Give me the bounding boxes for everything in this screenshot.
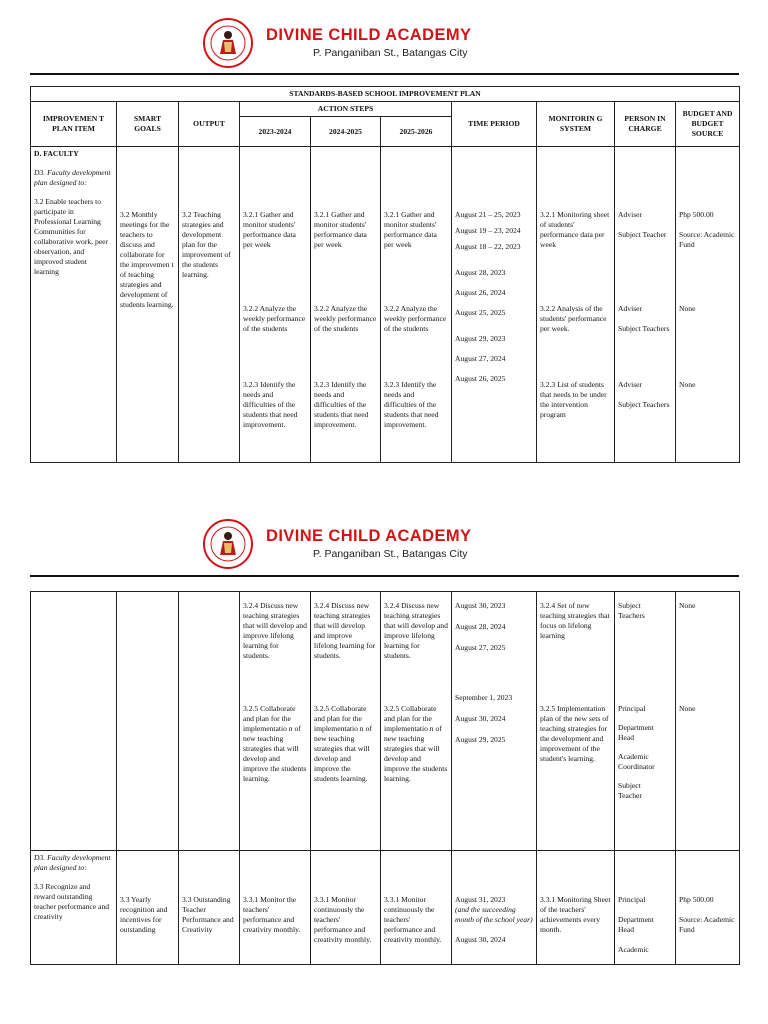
- header-item: IMPROVEMEN T PLAN ITEM: [31, 102, 117, 147]
- budget-cell: Php 500.00 Source: Academic Fund None None: [676, 147, 740, 463]
- monitoring-cell: 3.2.1 Monitoring sheet of students' performance data per week 3.2.2 Analysis of the students' performance per week. 3.2.3 List of students that needs to be under the intervention program: [537, 147, 615, 463]
- time-period-cell: August 21 – 25, 2023 August 19 – 23, 2024 August 18 – 22, 2023 August 28, 2023 August 26, 2024 August 25, 2025 August 29, 2023 August 27, 2024 August 26, 2025: [452, 147, 537, 463]
- improvement-plan-table-continued: [30, 591, 740, 965]
- header-year-2: 2024-2025: [311, 117, 381, 147]
- step-cell-y1: 3.2.1 Gather and monitor students' performance data per week 3.2.2 Analyze the weekly performance of the students 3.2.3 Identify the needs and difficulties of the students that need improvement.: [240, 147, 311, 463]
- header-monitoring: MONITORIN G SYSTEM: [537, 102, 615, 147]
- time-period-cell: August 30, 2023 August 28, 2024 August 27, 2025 September 1, 2023 August 30, 2024 August 29, 2025: [452, 592, 537, 851]
- person-cell: Subject Teachers Principal Department Head Academic Coordinator Subject Teacher: [615, 592, 676, 851]
- person-cell: Adviser Subject Teacher Adviser Subject Teachers Adviser Subject Teachers: [615, 147, 676, 463]
- plan-item-cell: [31, 592, 117, 851]
- item-intro: D3. Faculty development plan designed to:: [34, 168, 111, 188]
- school-address: P. Panganiban St., Batangas City: [313, 47, 468, 59]
- step-cell-y2: 3.2.1 Gather and monitor students' performance data per week 3.2.2 Analyze the weekly performance of the students 3.2.3 Identify the needs and difficulties of the students that need improvement.: [311, 147, 381, 463]
- header-budget: BUDGET AND BUDGET SOURCE: [676, 102, 740, 147]
- goal-cell: 3.3 Yearly recognition and incentives for outstanding: [117, 851, 179, 965]
- header-person: PERSON IN CHARGE: [615, 102, 676, 147]
- improvement-plan-table: [30, 86, 740, 463]
- plan-item-cell: D3. Faculty development plan designed to: 3.3 Recognize and reward outstanding teacher performance and creativity: [31, 851, 117, 965]
- table-row: [31, 147, 740, 463]
- section-label: D. FACULTY: [34, 149, 79, 159]
- monitoring-cell: 3.2.4 Set of new teaching strategies that focus on lifelong learning 3.2.5 Implementation plan of the new sets of teaching strategies for the development and improvement of the student's learning.: [537, 592, 615, 851]
- table-row: [31, 851, 740, 965]
- step-cell-y3: 3.2.1 Gather and monitor students' performance data per week 3.2.2 Analyze the weekly performance of the students 3.2.3 Identify the needs and difficulties of the students that need improvement.: [381, 147, 452, 463]
- step-cell-y3: 3.2.4 Discuss new teaching strategies that will develop and improve lifelong learning for students. 3.2.5 Collaborate and plan for the implementatio n of new teaching strategies that will develop and improve the students learning.: [381, 592, 452, 851]
- letterhead: [0, 18, 768, 78]
- plan-title: STANDARDS-BASED SCHOOL IMPROVEMENT PLAN: [31, 87, 740, 102]
- header-year-1: 2023-2024: [240, 117, 311, 147]
- budget-cell: Php 500.00 Source: Academic Fund: [676, 851, 740, 965]
- budget-cell: None None: [676, 592, 740, 851]
- school-seal-icon: [203, 18, 253, 68]
- goal-cell: [117, 592, 179, 851]
- output-cell: [179, 592, 240, 851]
- school-name: DIVINE CHILD ACADEMY: [266, 527, 472, 545]
- letterhead: [0, 519, 768, 579]
- header-rule: [30, 575, 739, 577]
- school-address: P. Panganiban St., Batangas City: [313, 548, 468, 560]
- step-cell-y2: 3.3.1 Monitor continuously the teachers' performance and creativity monthly.: [311, 851, 381, 965]
- item-text: 3.2 Enable teachers to participate in Professional Learning Communities for collaborative work, peer observation, and improved student learning: [34, 197, 109, 277]
- table-row: [31, 592, 740, 851]
- goal-cell: 3.2 Monthly meetings for the teachers to discuss and collaborate for the improvemen t of teaching strategies and development of students learning.: [117, 147, 179, 463]
- header-rule: [30, 73, 739, 75]
- step-cell-y1: 3.2.4 Discuss new teaching strategies that will develop and improve lifelong learning for students. 3.2.5 Collaborate and plan for the implementatio n of new teaching strategies that will develop and improve the students learning.: [240, 592, 311, 851]
- step-cell-y2: 3.2.4 Discuss new teaching strategies that will develop and improve lifelong learning for students. 3.2.5 Collaborate and plan for the implementatio n of new teaching strategies that will develop and improve the students learning.: [311, 592, 381, 851]
- header-output: OUTPUT: [179, 102, 240, 147]
- output-cell: 3.2 Teaching strategies and development plan for the improvement of the students learning.: [179, 147, 240, 463]
- step-cell-y3: 3.3.1 Monitor continuously the teachers' performance and creativity monthly.: [381, 851, 452, 965]
- plan-item-cell: [31, 147, 117, 463]
- step-cell-y1: 3.3.1 Monitor the teachers' performance and creativity monthly.: [240, 851, 311, 965]
- header-goals: SMART GOALS: [117, 102, 179, 147]
- header-time-period: TIME PERIOD: [452, 102, 537, 147]
- school-seal-icon: [203, 519, 253, 569]
- output-cell: 3.3 Outstanding Teacher Performance and Creativity: [179, 851, 240, 965]
- header-action-steps: ACTION STEPS: [240, 102, 452, 117]
- header-year-3: 2025-2026: [381, 117, 452, 147]
- time-period-cell: August 31, 2023 (and the succeeding month of the school year) August 30, 2024: [452, 851, 537, 965]
- person-cell: Principal Department Head Academic: [615, 851, 676, 965]
- school-name: DIVINE CHILD ACADEMY: [266, 26, 472, 44]
- monitoring-cell: 3.3.1 Monitoring Sheet of the teachers' achievements every month.: [537, 851, 615, 965]
